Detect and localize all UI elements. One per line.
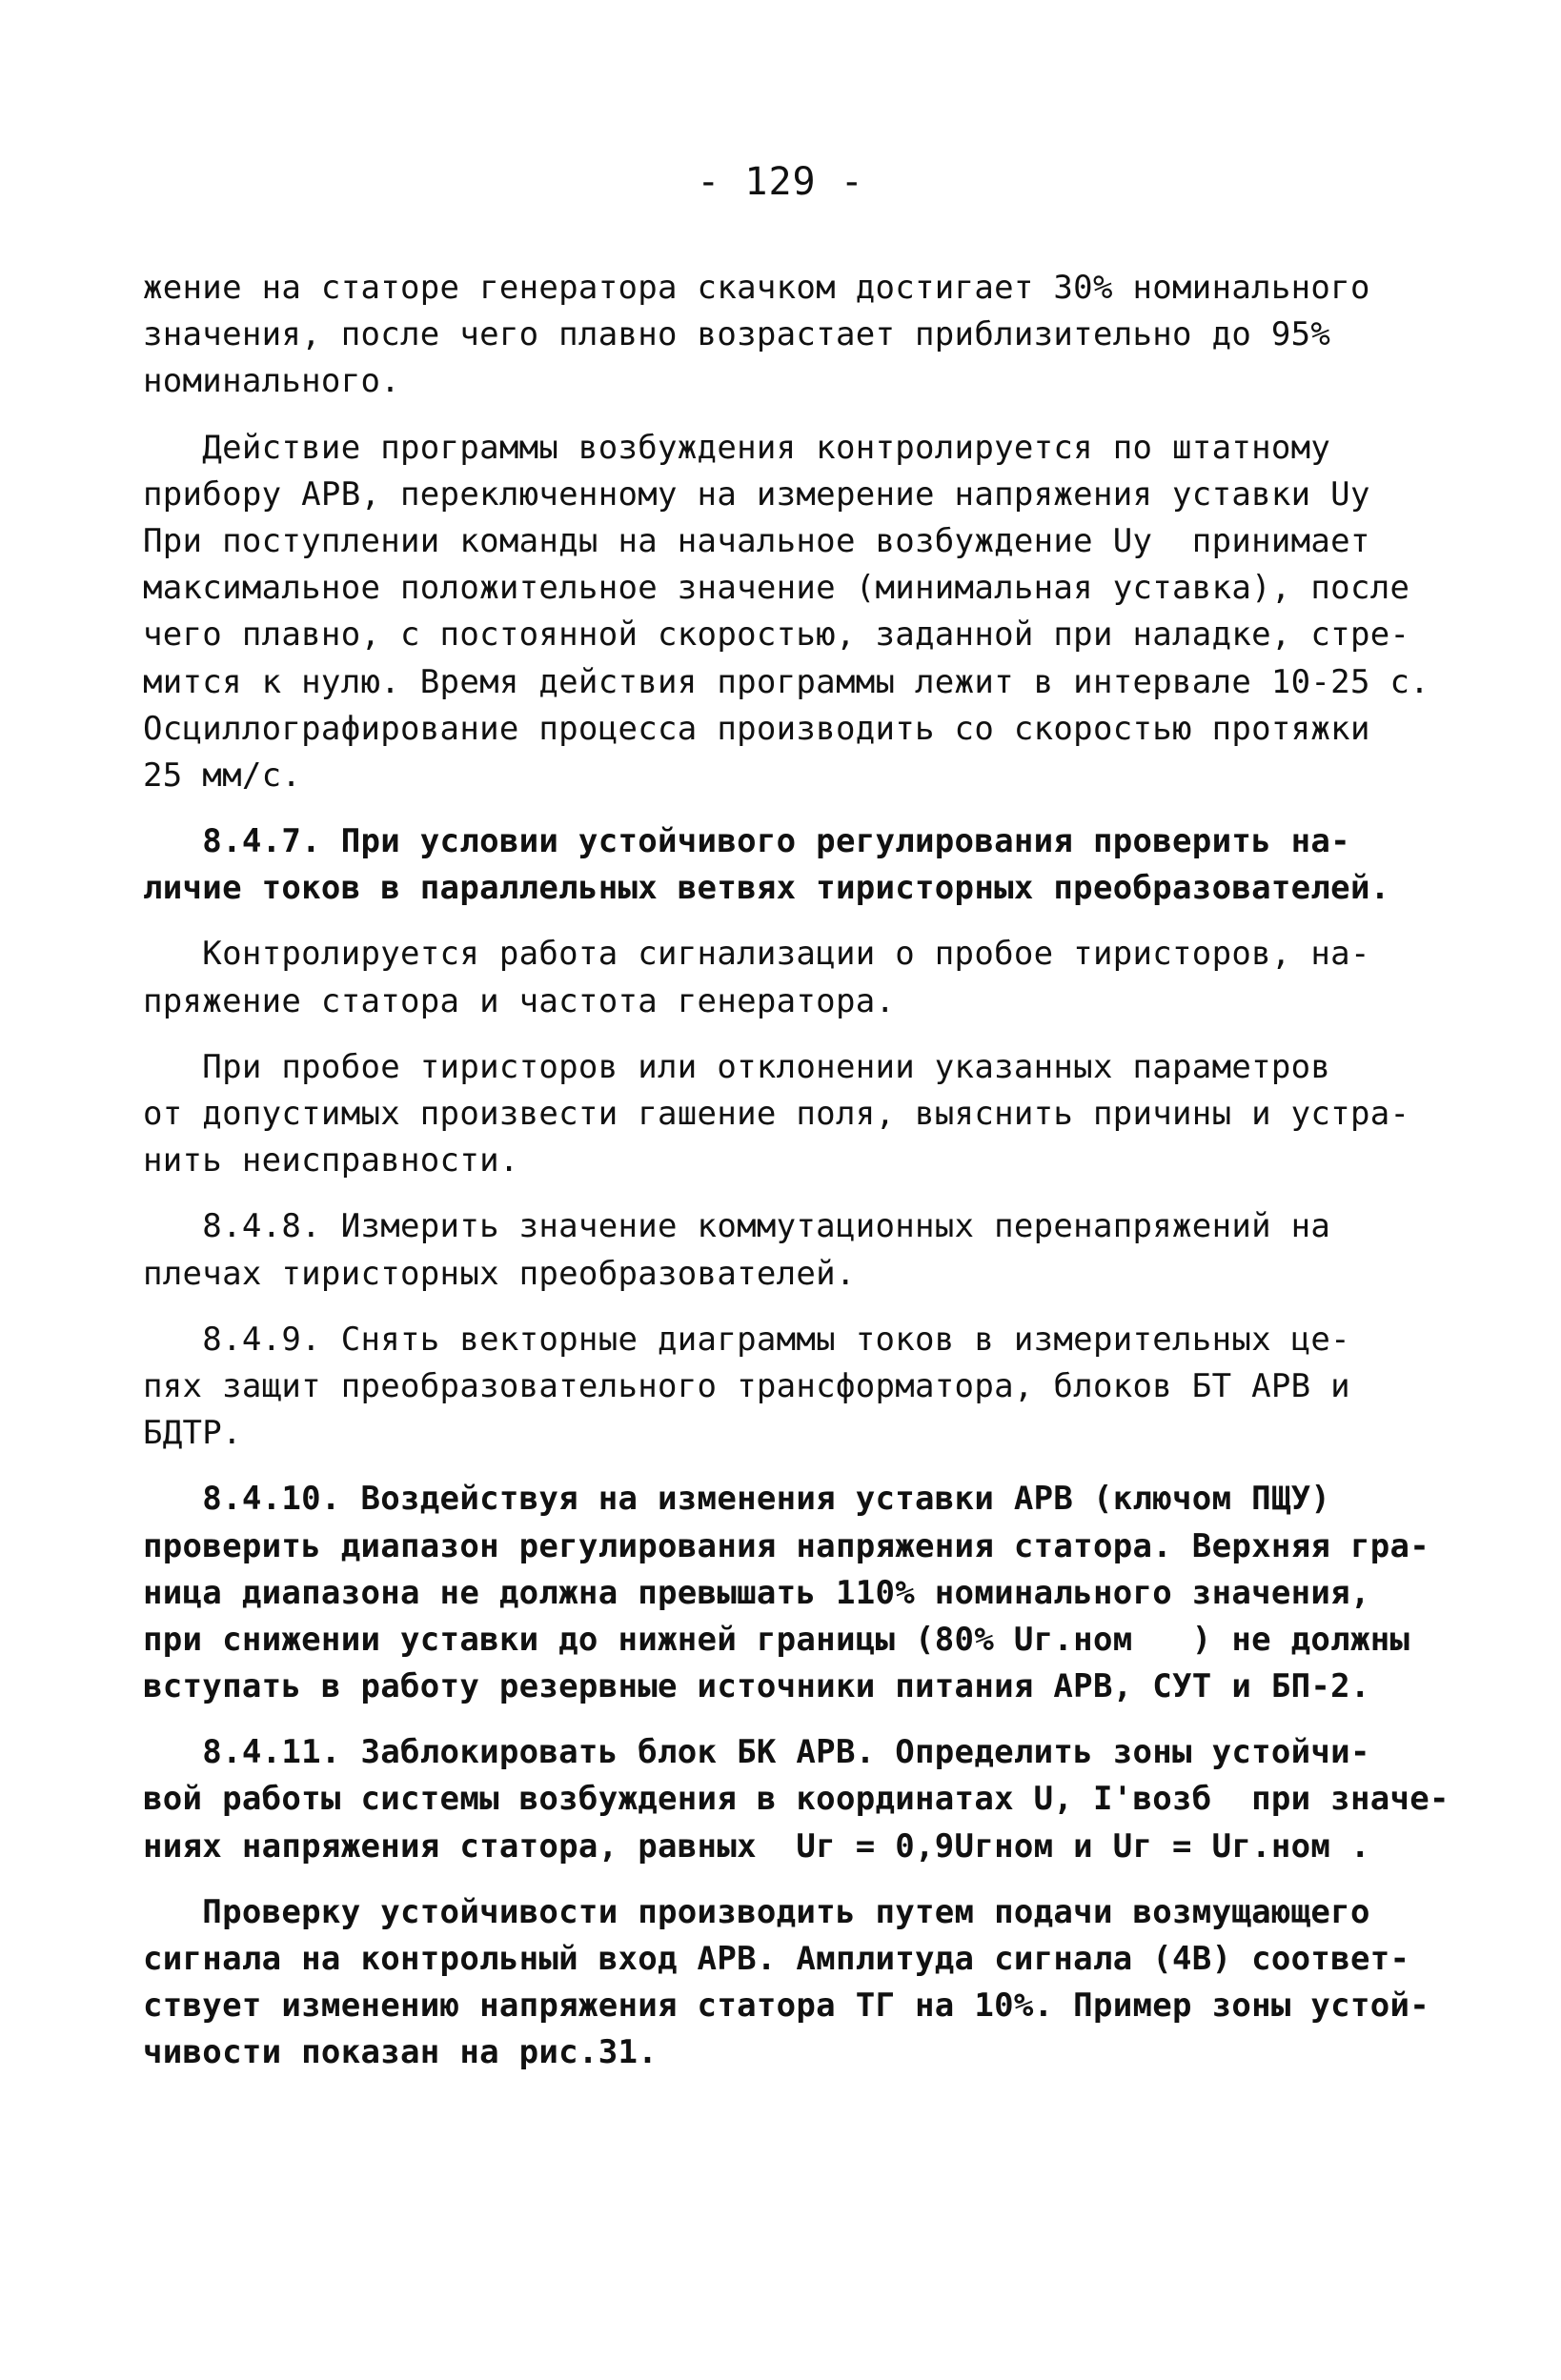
text-line: вступать в работу резервные источники питания АРВ, СУТ и БП-2.	[143, 1667, 1370, 1706]
paragraph	[143, 1476, 1439, 1710]
text-line: ствует изменению напряжения статора ТГ на 10%. Пример зоны устой-	[143, 1987, 1430, 2026]
text-line: чего плавно, с постоянной скоростью, заданной при наладке, стре-	[143, 615, 1410, 655]
paragraph	[143, 425, 1439, 800]
text-line: При пробое тиристоров или отклонении указанных параметров	[143, 1047, 1331, 1086]
text-line: проверить диапазон регулирования напряжения статора. Верхняя гра-	[143, 1526, 1430, 1565]
text-line: ница диапазона не должна превышать 110% номинального значения,	[143, 1573, 1370, 1612]
text-line: Действие программы возбуждения контролируется по штатному	[143, 428, 1331, 467]
page-body	[143, 265, 1450, 2077]
text-line: пряжение статора и частота генератора.	[143, 981, 896, 1020]
paragraph	[143, 1203, 1439, 1297]
text-line: от допустимых произвести гашение поля, выяснить причины и устра-	[143, 1095, 1410, 1133]
text-line: пях защит преобразовательного трансформатора, блоков БТ АРВ и	[143, 1366, 1350, 1405]
text-line: При поступлении команды на начальное возбуждение Uу принимает	[143, 521, 1370, 560]
text-line: ниях напряжения статора, равных Uг = 0,9Uгном и Uг = Uг.ном .	[143, 1826, 1370, 1866]
text-line: максимальное положительное значение (минимальная уставка), после	[143, 569, 1410, 608]
paragraph	[143, 818, 1439, 912]
text-line: номинального.	[143, 362, 401, 401]
text-line: вой работы системы возбуждения в координатах U, I'возб при значе-	[143, 1780, 1450, 1819]
paragraph	[143, 931, 1439, 1024]
text-line: значения, после чего плавно возрастает приблизительно до 95%	[143, 315, 1331, 354]
text-line: 8.4.8. Измерить значение коммутационных перенапряжений на	[143, 1207, 1331, 1246]
text-line: БДТР.	[143, 1414, 242, 1453]
text-line: жение на статоре генератора скачком достигает 30% номинального	[143, 269, 1370, 307]
text-line: 8.4.10. Воздействуя на изменения уставки АРВ (ключом ПЩУ)	[143, 1480, 1331, 1519]
text-line: 25 мм/с.	[143, 756, 302, 795]
text-line: Осциллографирование процесса производить со скоростью протяжки	[143, 709, 1370, 748]
text-line: сигнала на контрольный вход АРВ. Амплитуда сигнала (4В) соответ-	[143, 1940, 1410, 1978]
text-line: личие токов в параллельных ветвях тиристорных преобразователей.	[143, 869, 1390, 908]
text-line: 8.4.9. Снять векторные диаграммы токов в измерительных це-	[143, 1320, 1350, 1359]
text-line: чивости показан на рис.31.	[143, 2033, 659, 2072]
text-line: 8.4.7. При условии устойчивого регулирования проверить на-	[143, 822, 1350, 861]
text-line: при снижении уставки до нижней границы (80% Uг.ном ) не должны	[143, 1620, 1410, 1659]
text-line: нить неисправности.	[143, 1141, 519, 1180]
text-line: плечах тиристорных преобразователей.	[143, 1254, 856, 1293]
paragraph	[143, 1729, 1450, 1870]
paragraph	[143, 1317, 1439, 1458]
text-line: Контролируется работа сигнализации о пробое тиристоров, на-	[143, 935, 1370, 974]
paragraph	[143, 265, 1439, 406]
paragraph	[143, 1044, 1439, 1185]
paragraph	[143, 1889, 1439, 2077]
text-line: прибору АРВ, переключенному на измерение напряжения уставки Uу	[143, 474, 1370, 514]
text-line: мится к нулю. Время действия программы лежит в интервале 10-25 с.	[143, 662, 1430, 701]
text-line: Проверку устойчивости производить путем подачи возмущающего	[143, 1892, 1370, 1931]
page-number: - 129 -	[697, 160, 864, 204]
text-line: 8.4.11. Заблокировать блок БК АРВ. Определить зоны устойчи-	[143, 1733, 1370, 1772]
